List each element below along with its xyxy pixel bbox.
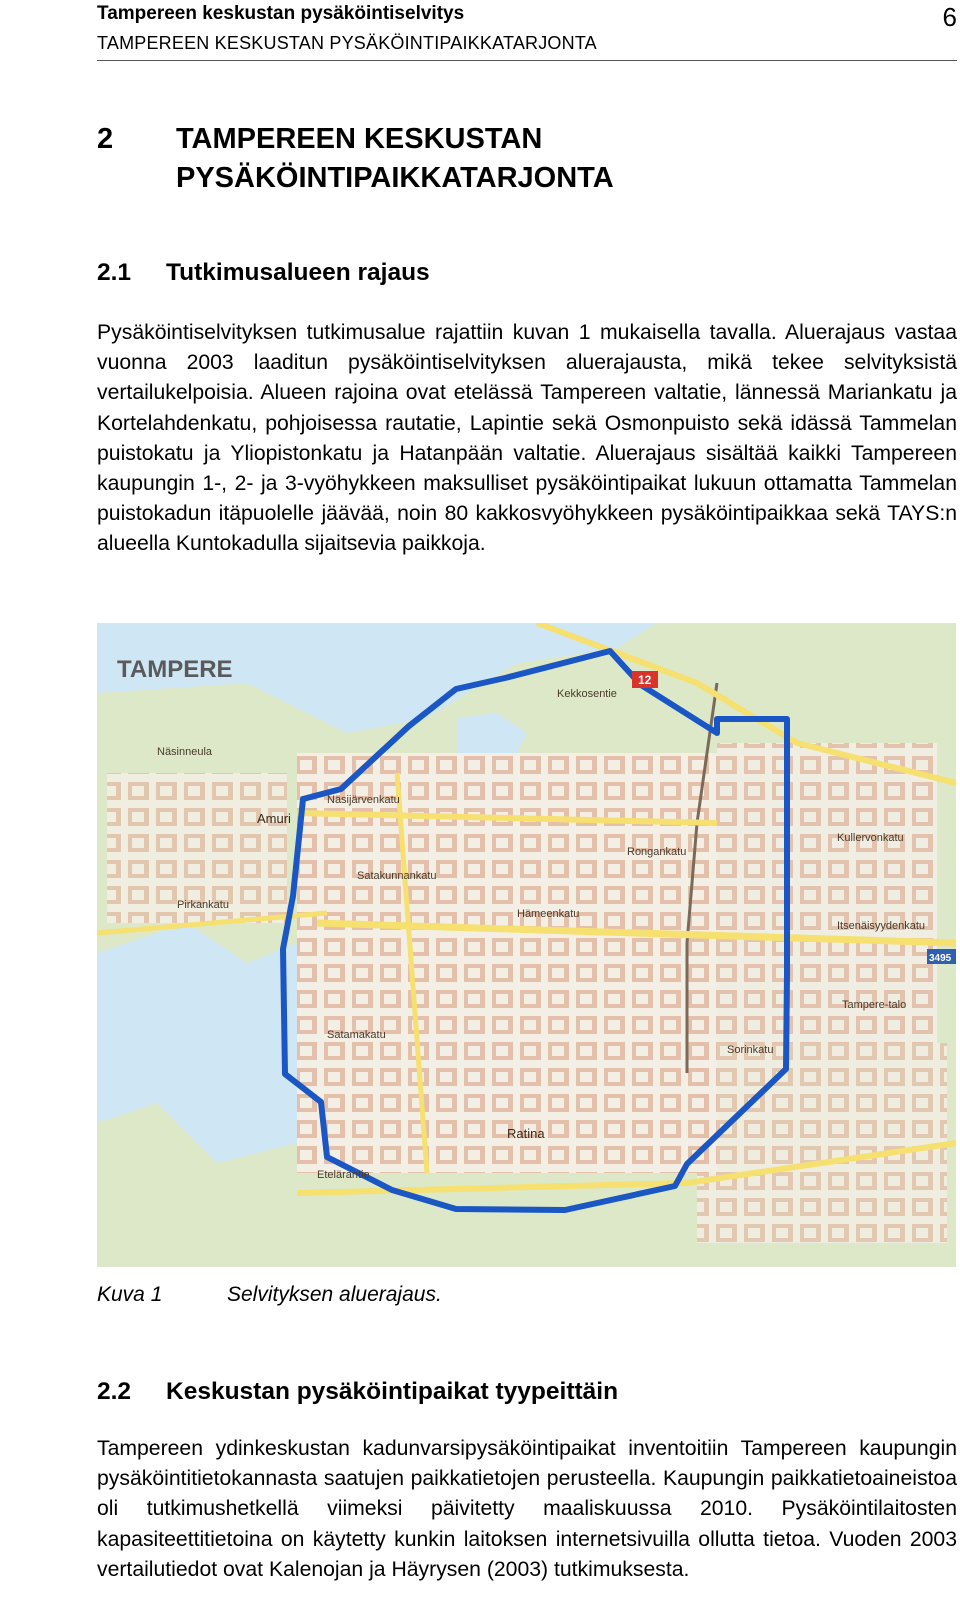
- header-subtitle: TAMPEREEN KESKUSTAN PYSÄKÖINTIPAIKKATARJONTA: [97, 33, 597, 53]
- page-number: 6: [942, 2, 957, 32]
- map-city-label: TAMPERE: [117, 656, 233, 683]
- map-label-rongankatu: Rongankatu: [627, 846, 687, 858]
- map-label-amuri: Amuri: [257, 811, 291, 826]
- section-title: Tutkimusalueen rajaus: [166, 259, 430, 286]
- map-figure: [97, 623, 956, 1267]
- section-number: 2.2: [97, 1378, 132, 1405]
- header-title: Tampereen keskustan pysäköintiselvitys: [97, 3, 465, 24]
- map-label-etelarantie: Etelärantie: [317, 1169, 370, 1181]
- map-label-sorinkatu: Sorinkatu: [727, 1044, 774, 1056]
- road-badge-3495: [927, 949, 956, 964]
- map-label-pirkankatu: Pirkankatu: [177, 899, 229, 911]
- map-label-satamakatu: Satamakatu: [327, 1029, 386, 1041]
- map-label-itsenaisyydenkatu: Itsenäisyydenkatu: [837, 920, 926, 932]
- city-blocks-south: [697, 1043, 947, 1243]
- section-number: 2.1: [97, 259, 132, 286]
- map-label-satakunnankatu: Satakunnankatu: [357, 870, 437, 882]
- road-badge-12: [632, 671, 658, 688]
- map-label-ratina: Ratina: [507, 1126, 545, 1141]
- chapter-number: 2: [97, 123, 114, 155]
- map-label-nasijarvenkatu: Näsijärvenkatu: [327, 794, 400, 806]
- caption-label: Kuva 1: [97, 1283, 163, 1306]
- map-label-kullervonkatu: Kullervonkatu: [837, 832, 904, 844]
- city-blocks-east: [717, 743, 937, 1043]
- map-image: [97, 623, 956, 1267]
- header-divider: [97, 60, 957, 61]
- map-label-tampere-talo: Tampere-talo: [842, 999, 907, 1011]
- caption-text: Selvityksen aluerajaus.: [227, 1283, 442, 1306]
- paragraph-study-area: Pysäköintiselvityksen tutkimusalue rajattiin kuvan 1 mukaisella tavalla. Aluerajaus vastaa vuonna 2003 laaditun pysäköintiselvityksen aluerajausta, mikä tekee selvityksistä vertailukelpoisia. Alueen rajoina ovat etelässä Tampereen valtatie, lännessä Mariankatu ja Kortelahdenkatu, pohjoisessa rautatie, Lapintie sekä Osmonpuisto sekä idässä Tammelan puistokatu ja Yliopistonkatu ja Hatanpään valtatie. Aluerajaus sisältää kaikki Tampereen kaupungin 1-, 2- ja 3-vyöhykkeen maksulliset pysäköintipaikat lukuun ottamatta Tammelan puistokadun itäpuolelle jäävää, noin 80 kakkosvyöhykkeen pysäköintipaikkaa sekä TAYS:n alueella Kuntokadulla sijaitsevia paikkoja.: [97, 321, 957, 556]
- paragraph-parking-types: Tampereen ydinkeskustan kadunvarsipysäköintipaikat inventoitiin Tampereen kaupungin pysäköintitietokannasta saatujen paikkatietojen perusteella. Kaupungin paikkatietoaineistoa oli tutkimushetkellä viimeksi päivitetty maaliskuussa 2010. Pysäköintilaitosten kapasiteettitietoina on käytetty kunkin laitoksen internetsivuilla ollutta tietoa. Vuoden 2003 vertailutiedot ovat Kalenojan ja Häyrysen (2003) tutkimuksesta.: [97, 1437, 957, 1581]
- svg-text:12: 12: [638, 673, 652, 687]
- chapter-title: TAMPEREEN KESKUSTAN PYSÄKÖINTIPAIKKATARJONTA: [176, 123, 614, 194]
- page-header: [97, 0, 957, 60]
- section-title: Keskustan pysäköintipaikat tyypeittäin: [166, 1378, 619, 1405]
- map-label-kekkosentie: Kekkosentie: [557, 688, 617, 700]
- map-label-nasinneula: Näsinneula: [157, 746, 213, 758]
- map-label-hameenkatu: Hämeenkatu: [517, 908, 580, 920]
- svg-text:3495: 3495: [929, 953, 952, 964]
